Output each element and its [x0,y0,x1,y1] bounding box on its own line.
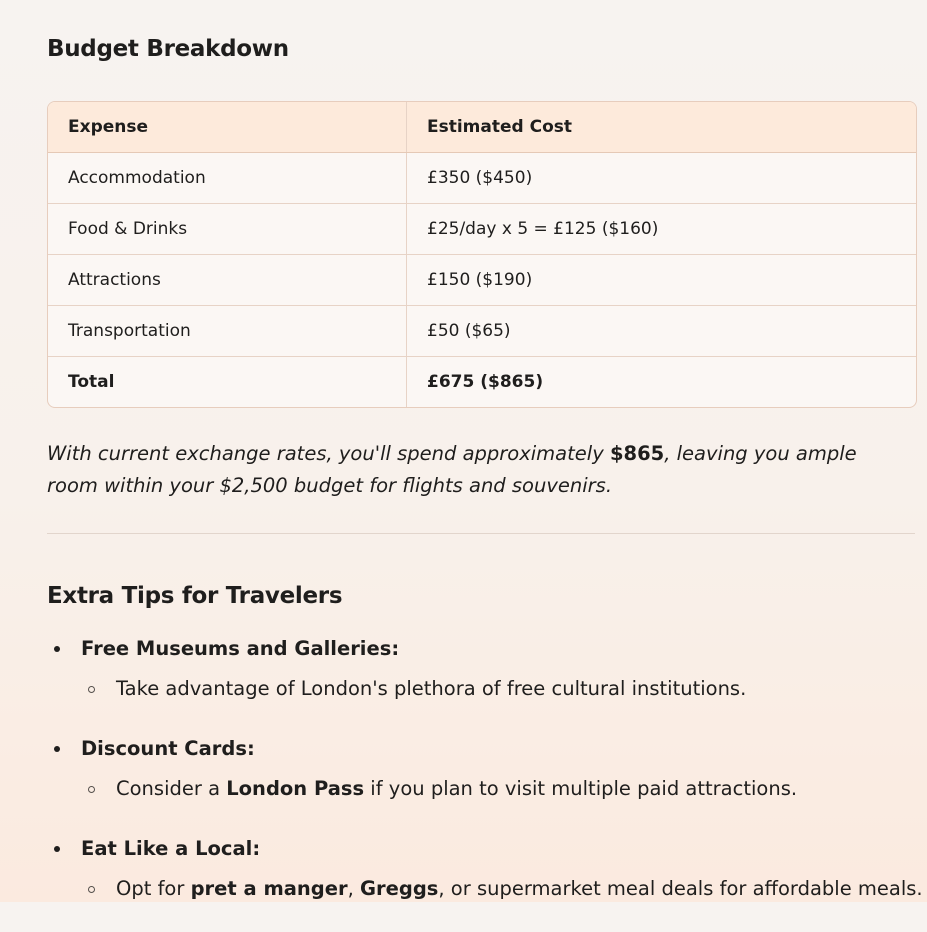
total-label-cell: Total [48,357,407,408]
cost-cell: £150 ($190) [407,255,917,306]
budget-heading: Budget Breakdown [47,36,289,62]
header-expense: Expense [48,102,407,153]
cost-cell: £350 ($450) [407,153,917,204]
tip-item-free-museums [47,632,917,706]
table-row [48,204,916,255]
tip-title: Free Museums and Galleries: [81,637,400,660]
tip-detail-bold: London Pass [226,777,365,800]
tip-title: Eat Like a Local: [81,837,261,860]
tip-detail-text: , or supermarket meal deals for affordable meals. [438,877,923,900]
budget-table [47,101,917,408]
table-row [48,153,916,204]
tip-item-eat-like-local [47,832,923,906]
tip-detail-bold: Greggs [360,877,439,900]
expense-cell: Accommodation [48,153,407,204]
tip-detail-text: Consider a [116,777,227,800]
total-cost-cell: £675 ($865) [427,372,544,392]
budget-summary [47,438,907,502]
cost-cell: £50 ($65) [407,306,917,357]
tip-detail-bold: pret a manger [190,877,348,900]
header-estimated-cost: Estimated Cost [407,102,917,153]
tip-detail-text: Opt for [116,877,191,900]
tip-detail [81,872,923,906]
summary-amount: $865 [609,442,665,465]
tip-detail [81,772,917,806]
tip-detail-text: , [347,877,361,900]
tip-detail-text: if you plan to visit multiple paid attractions. [364,777,798,800]
tips-list [47,632,923,932]
tip-item-discount-cards [47,732,917,806]
tips-heading: Extra Tips for Travelers [47,583,343,609]
tip-title: Discount Cards: [81,737,255,760]
section-divider [47,533,915,534]
table-row [48,306,916,357]
tip-detail-text: Take advantage of London's plethora of free cultural institutions. [116,677,747,700]
expense-cell: Transportation [48,306,407,357]
expense-cell: Food & Drinks [48,204,407,255]
cost-cell: £25/day x 5 = £125 ($160) [407,204,917,255]
table-header-row [48,102,916,153]
tip-detail [81,672,917,706]
summary-text-before: With current exchange rates, you'll spend approximately [47,442,610,465]
expense-cell: Attractions [48,255,407,306]
table-total-row [48,357,916,408]
summary-text-after: , leaving you ample room within your $2,500 budget for flights and souvenirs. [47,442,857,497]
table-row [48,255,916,306]
